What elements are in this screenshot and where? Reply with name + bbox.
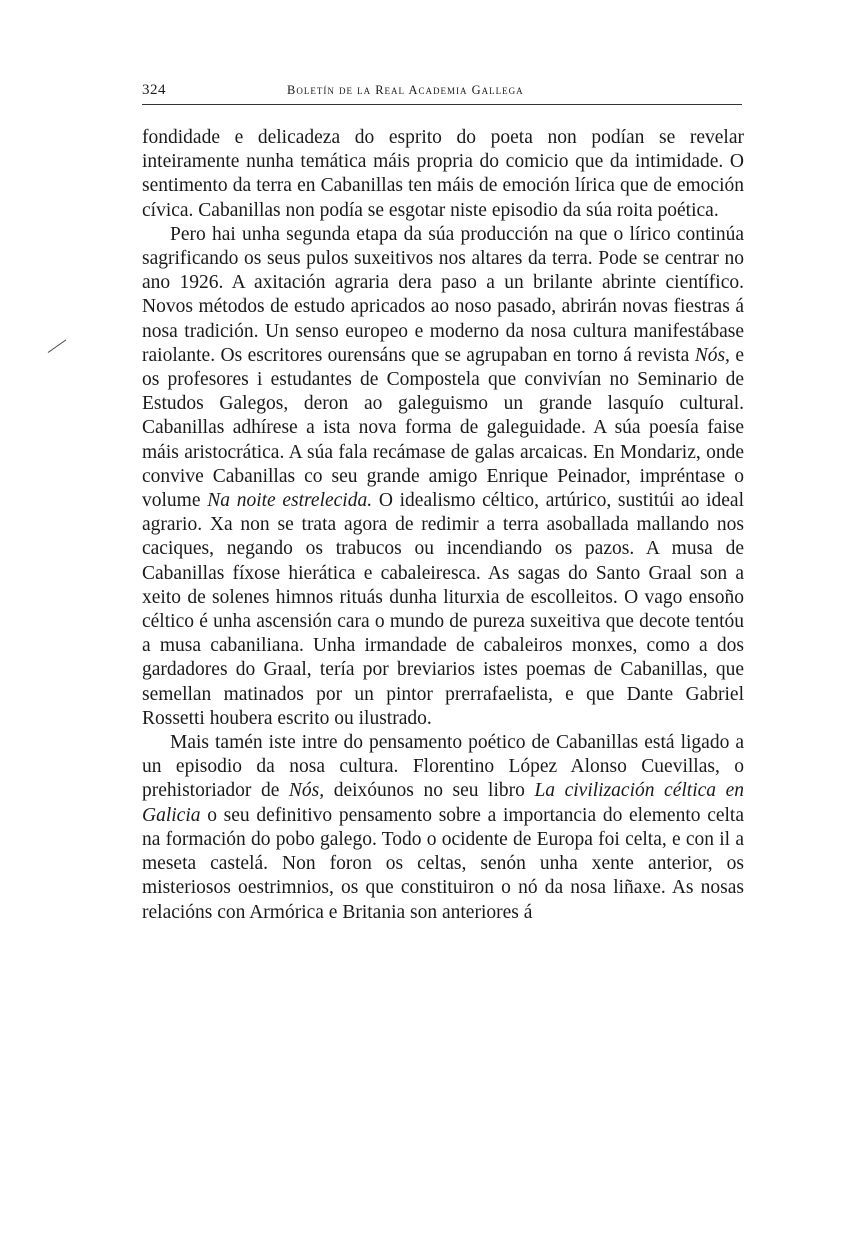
- paragraph: [142, 731, 744, 925]
- margin-pencil-mark: [48, 339, 67, 352]
- italic-title: Nós,: [288, 780, 325, 802]
- page-header: [142, 80, 742, 105]
- paragraph-text: fondidade e delicadeza do esprito do poeta non podían se revelar inteiramente nunha temática máis propria do comicio que da intimidade. O sentimento da terra en Cabanillas ten máis de emoción lírica que de emoción cívica. Cabanillas non podía se esgotar niste episodio da súa roita poética.: [142, 127, 744, 221]
- paragraph-text: Mais tamén iste intre do pensamento poético de Cabanillas está ligado a un episodio da nosa cultura. Florentino López Alonso Cuevillas, o prehistoriador de: [142, 732, 744, 802]
- paragraph-text: O idealismo céltico, artúrico, sustitúi ao ideal agrario. Xa non se trata agora de redimir a terra asoballada mallando nos caciques, negando os trabucos ou incendiando os pazos. A musa de Cabanillas fíxose hierática e cabaleiresca. As sagas do Santo Graal son a xeito de solenes himnos rituás dunha liturxia de escolleitos. O vago ensoño céltico é unha ascensión cara o mundo de pureza suxeitiva que decote tentóu a musa cabaniliana. Unha irmandade de cabaleiros monxes, como a dos gardadores do Graal, tería por breviarios istes poemas de Cabanillas, que semellan matinados por un pintor prerrafaelista, e que Dante Gabriel Rossetti houbera escrito ou ilustrado.: [142, 490, 745, 729]
- paragraph: [142, 126, 744, 223]
- italic-title: Nós,: [694, 344, 730, 366]
- paragraph: [142, 223, 744, 731]
- italic-title: La civilización céltica en Galicia: [142, 780, 744, 826]
- paragraph-text: Pero hai unha segunda etapa da súa producción na que o lírico continúa sagrificando os seus pulos suxeitivos nos altares da terra. Pode se centrar no ano 1926. A axitación agraria dera paso a un brilante abrinte científico. Novos métodos de estudo apricados ao noso pasado, abrirán novas fiestras á nosa tradición. Un senso europeo e moderno da nosa cultura manifestábase raiolante. Os escritores ourensáns que se agrupaban en torno á revista: [142, 223, 744, 366]
- body-text: [142, 126, 744, 925]
- italic-title: Na noite estrelecida.: [207, 490, 373, 512]
- running-title: Boletín de la Real Academia Gallega: [287, 83, 524, 97]
- page-number: 324: [142, 82, 166, 98]
- paragraph-text: e os profesores i estudantes de Compostela que convivían no Seminario de Estudos Galegos, deron ao galeguismo un grande lasquío cultural. Cabanillas adhírese a ista nova forma de galeguidade. A súa poesía faise máis aristocrática. A súa fala recámase de galas arcaicas. En Mondariz, onde convive Cabanillas co seu grande amigo Enrique Peinador, impréntase o volume: [142, 344, 744, 512]
- paragraph-text: o seu definitivo pensamento sobre a importancia do elemento celta na formación do pobo galego. Todo o ocidente de Europa foi celta, e con il a meseta castelá. Non foron os celtas, senón unha xente anterior, os misteriosos oestrimnios, os que constituiron o nó da nosa liñaxe. As nosas relacións con Armórica e Britania son anteriores á: [142, 804, 744, 923]
- paragraph-text: deixóunos no seu libro: [324, 780, 535, 802]
